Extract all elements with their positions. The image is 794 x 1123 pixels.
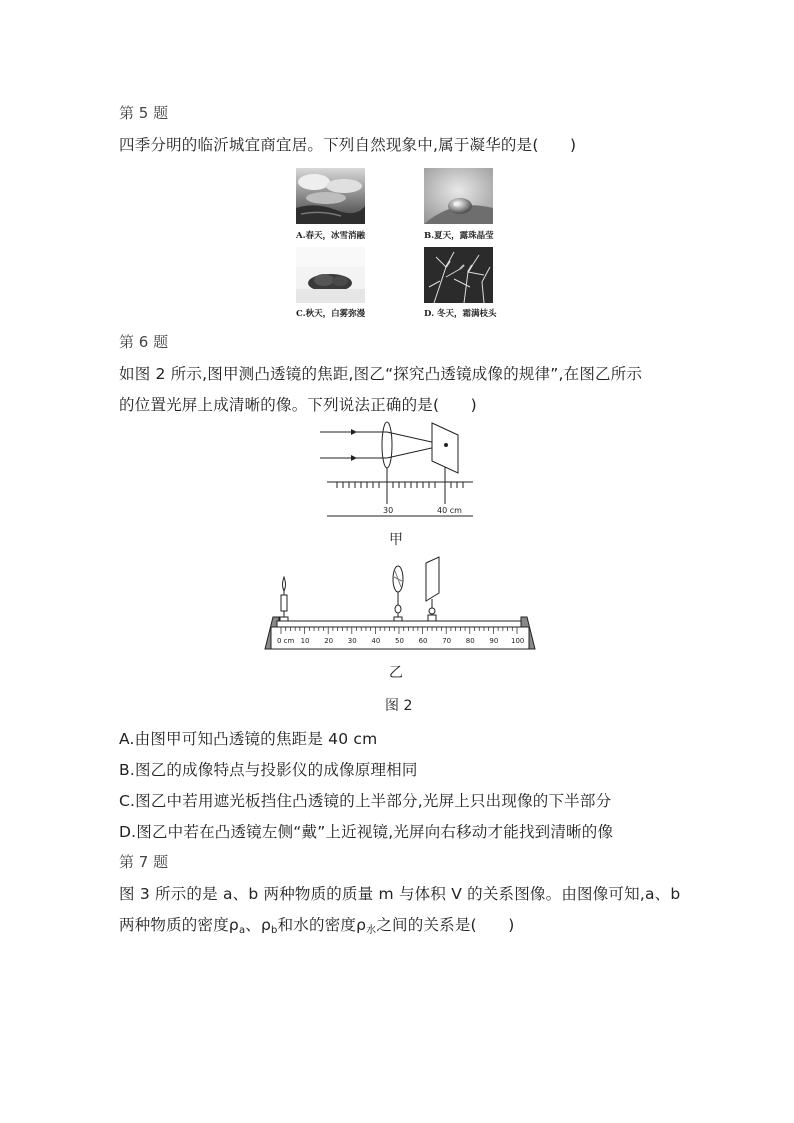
figure-yi-label: 乙 bbox=[389, 665, 403, 681]
question-7-line-2 bbox=[119, 913, 514, 936]
ruler-label: 30 bbox=[347, 637, 357, 645]
option-a-caption: A.春天，冰雪消融 bbox=[296, 231, 366, 241]
ruler-label: 80 bbox=[465, 637, 475, 645]
light-screen-yi bbox=[426, 557, 439, 621]
candle bbox=[280, 577, 288, 621]
q7-line2-part3: 和水的密度ρ bbox=[277, 916, 367, 934]
ruler-label: 10 bbox=[300, 637, 310, 645]
light-screen-jia bbox=[432, 423, 458, 473]
photo-frost bbox=[424, 247, 493, 303]
question-5-header: 第 5 题 bbox=[119, 104, 169, 122]
photo-melting-snow bbox=[296, 168, 365, 224]
photo-dew-drop bbox=[424, 168, 493, 224]
question-5-text: 四季分明的临沂城宜商宜居。下列自然现象中,属于凝华的是( ) bbox=[119, 136, 577, 154]
figure-yi-optical-bench bbox=[255, 553, 545, 659]
ruler-label: 0 cm bbox=[277, 637, 295, 645]
question-7-header: 第 7 题 bbox=[119, 853, 169, 871]
q6-option-a: A.由图甲可知凸透镜的焦距是 40 cm bbox=[119, 730, 378, 748]
ruler-jia-ticks bbox=[337, 482, 463, 492]
option-c-caption: C.秋天，白雾弥漫 bbox=[296, 309, 366, 319]
figure-jia-label: 甲 bbox=[389, 532, 403, 548]
q6-option-d: D.图乙中若在凸透镜左侧“戴”上近视镜,光屏向右移动才能找到清晰的像 bbox=[119, 823, 614, 841]
ruler-label: 40 bbox=[371, 637, 381, 645]
q6-option-c: C.图乙中若用遮光板挡住凸透镜的上半部分,光屏上只出现像的下半部分 bbox=[119, 792, 612, 810]
rho-b-subscript: b bbox=[271, 925, 278, 936]
tick-label-30: 30 bbox=[383, 506, 394, 515]
q7-line2-part1: 两种物质的密度ρ bbox=[119, 916, 239, 934]
figure-2-caption: 图 2 bbox=[385, 698, 413, 714]
q7-line2-part4: 之间的关系是( ) bbox=[376, 916, 515, 934]
question-7-line-1: 图 3 所示的是 a、b 两种物质的质量 m 与体积 V 的关系图像。由图像可知,a、b bbox=[119, 885, 681, 903]
ruler-label: 100 bbox=[511, 637, 525, 645]
question-6-line-2: 的位置光屏上成清晰的像。下列说法正确的是( ) bbox=[119, 396, 477, 414]
ruler-label: 60 bbox=[418, 637, 428, 645]
ruler-label: 90 bbox=[489, 637, 499, 645]
question-6-line-1: 如图 2 所示,图甲测凸透镜的焦距,图乙“探究凸透镜成像的规律”,在图乙所示 bbox=[119, 365, 643, 383]
option-d-caption: D. 冬天，霜满枝头 bbox=[424, 309, 497, 319]
figure-jia-focal-length bbox=[315, 418, 480, 520]
photo-fog bbox=[296, 247, 365, 303]
convex-lens-jia bbox=[382, 422, 392, 468]
question-6-header: 第 6 题 bbox=[119, 333, 169, 351]
ruler-label: 50 bbox=[395, 637, 404, 645]
option-b-caption: B.夏天，露珠晶莹 bbox=[424, 231, 494, 241]
rho-water-subscript: 水 bbox=[366, 925, 377, 936]
q7-line2-part2: 、ρ bbox=[245, 916, 272, 934]
bench-rail bbox=[277, 621, 521, 627]
rho-a-subscript: a bbox=[238, 925, 246, 936]
tick-label-40cm: 40 cm bbox=[437, 506, 462, 515]
ruler-label: 20 bbox=[324, 637, 334, 645]
ruler-label: 70 bbox=[442, 637, 452, 645]
q6-option-b: B.图乙的成像特点与投影仪的成像原理相同 bbox=[119, 761, 418, 779]
convex-lens-yi bbox=[393, 566, 403, 621]
